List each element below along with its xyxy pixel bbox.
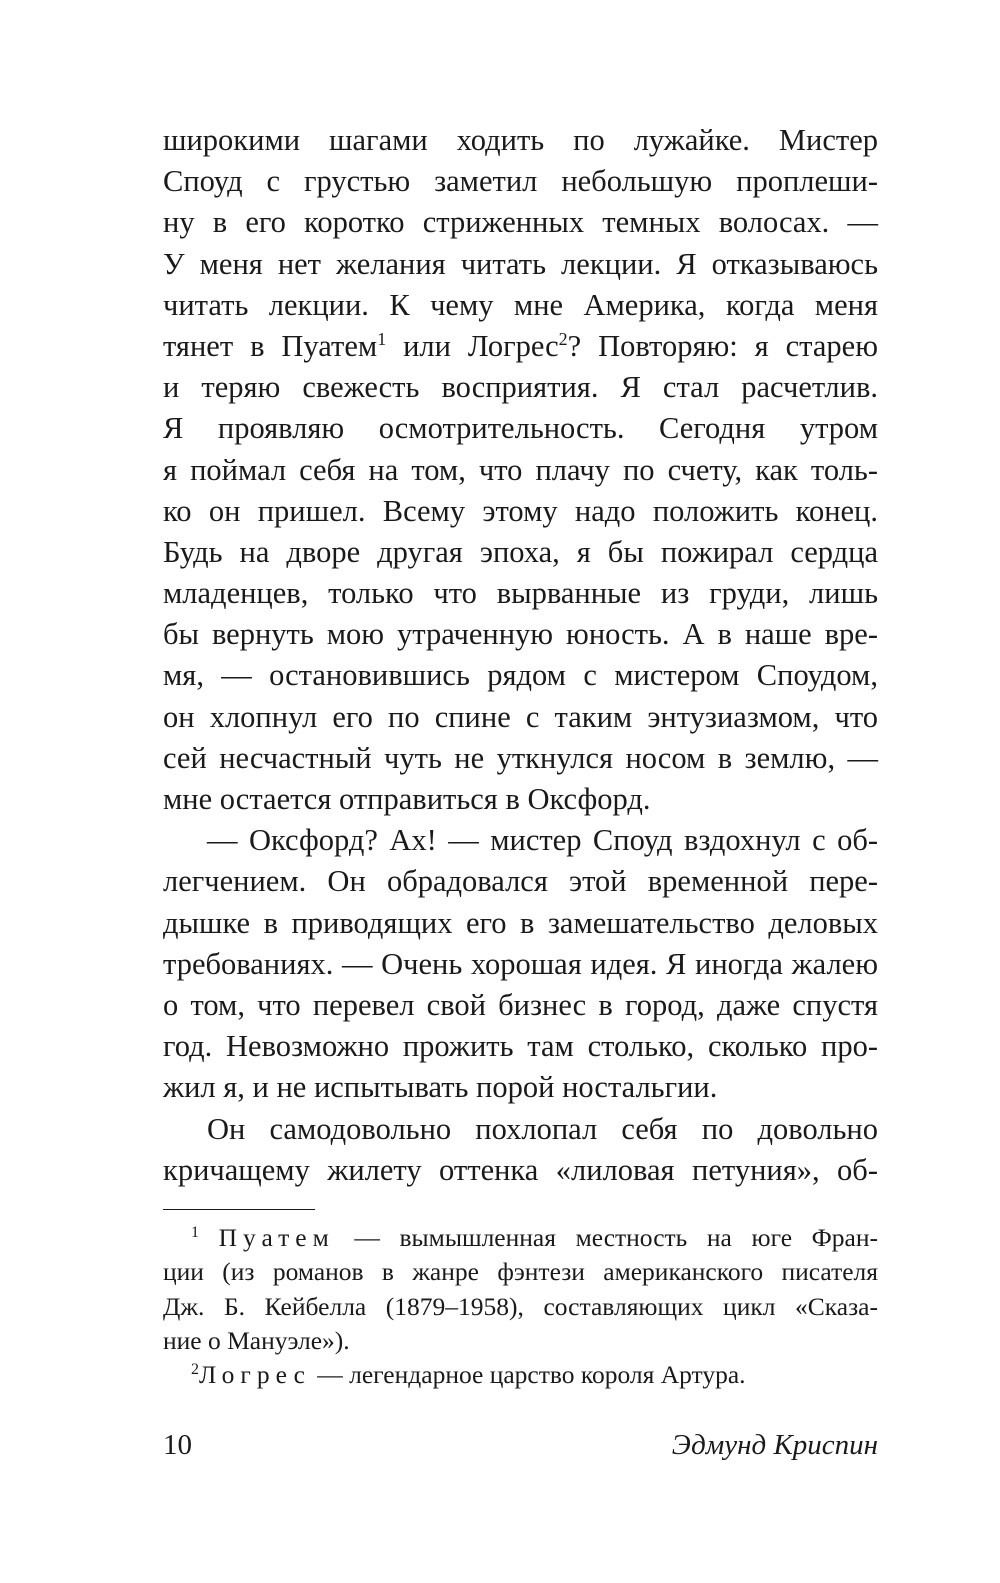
footnote-term: Пуатем (218, 1223, 335, 1252)
footnote-ref-2: 2 (558, 328, 568, 349)
footnote-text: — легендарное царство короля Артура. (310, 1360, 746, 1390)
text-line: мя, — остановившись рядом с мистером Споудом, (163, 658, 878, 693)
text-line: кричащему жилету оттенка «лиловая петуния», об- (163, 1152, 878, 1187)
text-line: дышке в приводящих его в замешательство деловых (163, 905, 878, 940)
text-line: У меня нет желания читать лекции. Я отказываюсь (163, 246, 878, 281)
footnote-text: — вымышленная местность на юге Фран- (334, 1223, 878, 1252)
text-line: младенцев, только что вырванные из груди, лишь (163, 576, 878, 611)
footnote-line: ние о Мануэле»). (163, 1325, 350, 1355)
main-text (163, 120, 878, 1191)
text-line: читать лекции. К чему мне Америка, когда меня (163, 287, 878, 322)
text-line: — Оксфорд? Ах! — мистер Споуд вздохнул с об- (207, 823, 878, 858)
running-footer-author: Эдмунд Криспин (671, 1429, 878, 1461)
footnote-divider (163, 1209, 315, 1210)
footnote-2 (163, 1358, 878, 1392)
text-line: ну в его коротко стриженных темных волосах. — (163, 205, 878, 240)
footnote-ref-1: 1 (377, 328, 387, 349)
text-segment: тянет в Пуатем (163, 328, 378, 363)
text-segment: или Логрес (386, 328, 559, 363)
footnote-line: ции (из романов в жанре фэнтези американского писателя (163, 1257, 878, 1287)
text-line: жил я, и не испытывать порой ностальгии. (163, 1070, 718, 1105)
text-line: Будь на дворе другая эпоха, я бы пожирал сердца (163, 534, 878, 569)
footnote-number: 1 (191, 1224, 199, 1241)
page-number: 10 (163, 1429, 192, 1461)
footnote-number: 2 (191, 1361, 199, 1379)
text-segment: ? Повторяю: я старею (567, 328, 878, 363)
footnotes (163, 1221, 878, 1392)
text-line: требованиях. — Очень хорошая идея. Я иногда жалею (163, 946, 878, 981)
text-line: мне остается отправиться в Оксфорд. (163, 782, 651, 816)
text-line: Он самодовольно похлопал себя по довольно (207, 1111, 878, 1146)
footnote-term: Логрес (199, 1360, 311, 1390)
text-line: сей несчастный чуть не уткнулся носом в землю, — (163, 740, 878, 775)
text-line: о том, что перевел свой бизнес в город, даже спустя (163, 987, 878, 1022)
footnote-line: Дж. Б. Кейбелла (1879–1958), составляющих цикл «Сказа- (163, 1291, 878, 1321)
text-line: Я проявляю осмотрительность. Сегодня утром (163, 411, 878, 446)
text-line: и теряю свежесть восприятия. Я стал расчетлив. (163, 370, 878, 405)
text-line: ко он пришел. Всему этому надо положить конец. (163, 493, 878, 528)
text-line: широкими шагами ходить по лужайке. Мистер (163, 123, 878, 157)
text-line-with-footnotes (163, 326, 878, 367)
footnote-1 (163, 1221, 878, 1255)
text-line: год. Невозможно прожить там столько, сколько про- (163, 1029, 878, 1064)
text-line: бы вернуть мою утраченную юность. А в наше вре- (163, 617, 878, 652)
text-line: я поймал себя на том, что плачу по счету, как толь- (163, 452, 878, 487)
text-line: Споуд с грустью заметил небольшую проплеши- (163, 164, 878, 199)
text-line: легчением. Он обрадовался этой временной пере- (163, 864, 878, 899)
text-line: он хлопнул его по спине с таким энтузиазмом, что (163, 699, 878, 734)
